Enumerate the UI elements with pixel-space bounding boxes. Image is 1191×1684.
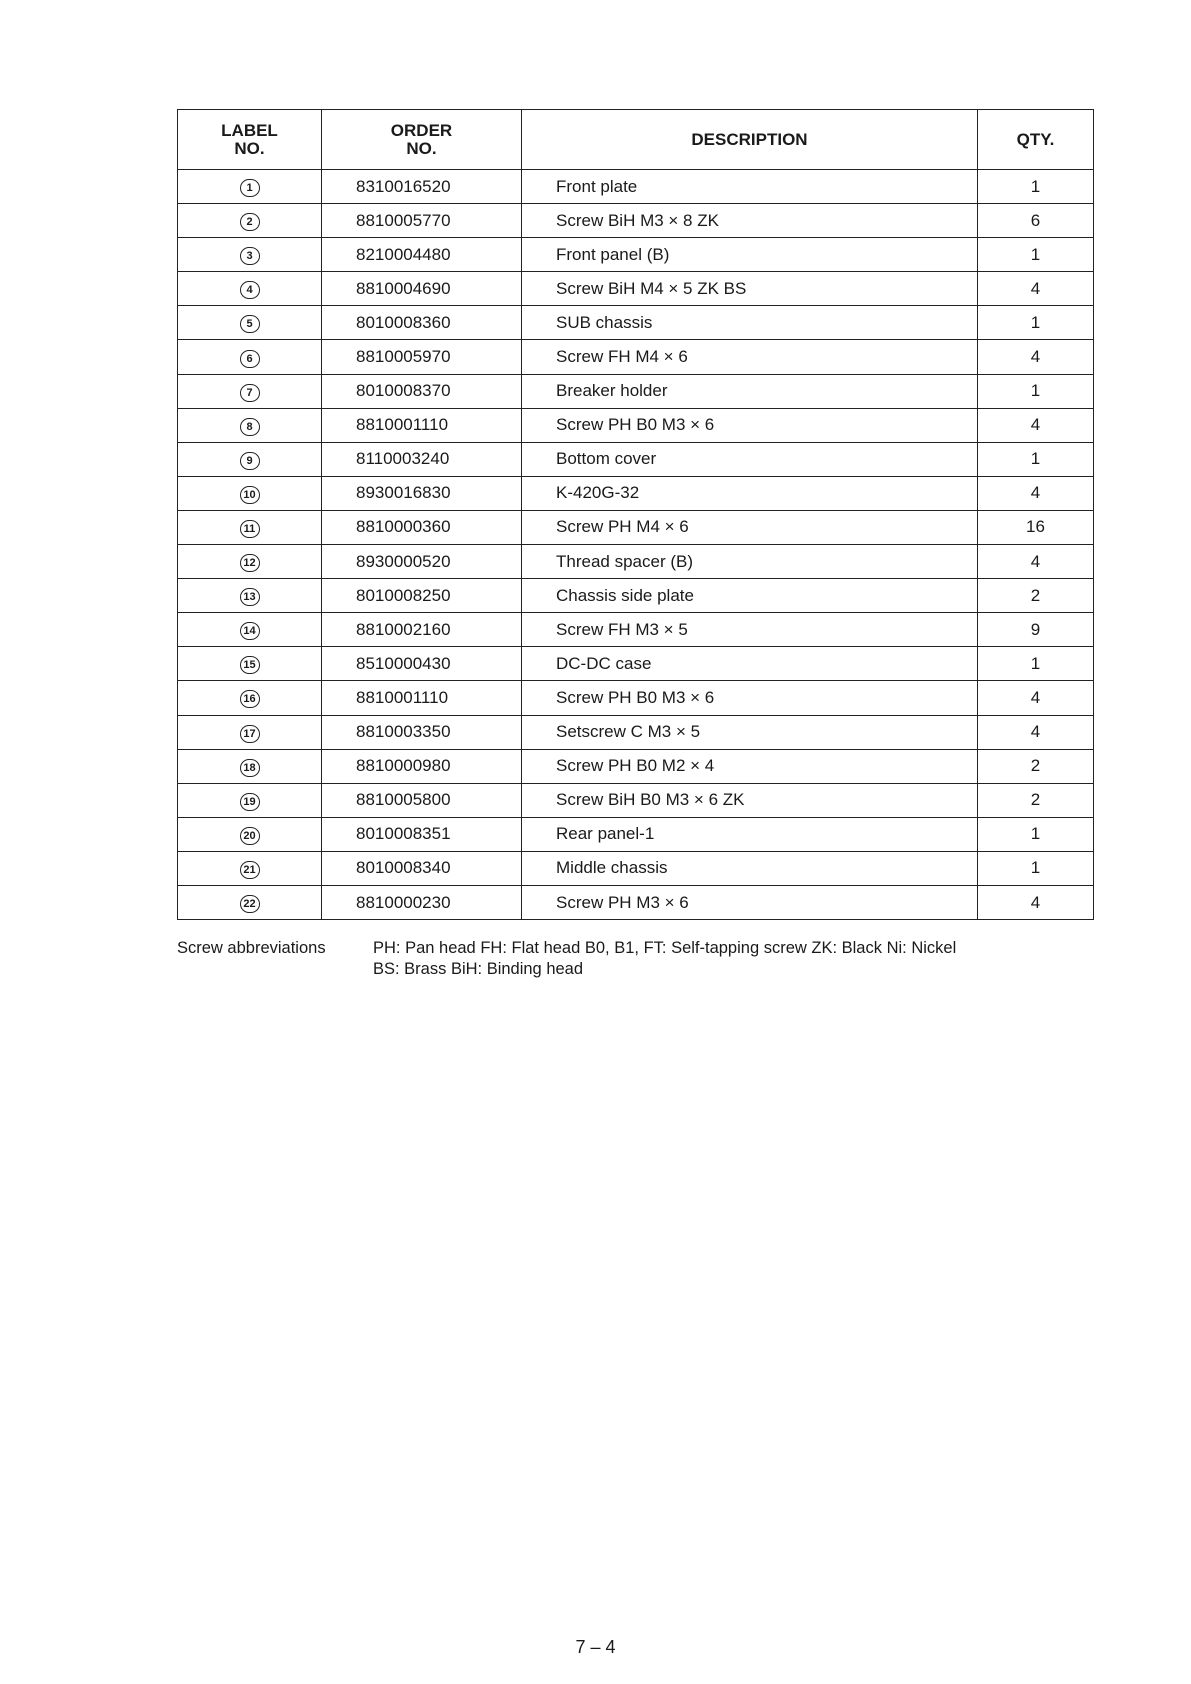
order-no-text: 8810001110 bbox=[356, 415, 449, 435]
table-row bbox=[178, 272, 1094, 306]
order-no-cell bbox=[322, 306, 522, 340]
label-no-cell bbox=[178, 613, 322, 647]
circled-label-number: 11 bbox=[240, 520, 260, 538]
order-no-text: 8930000520 bbox=[356, 551, 451, 571]
label-header-line2: NO. bbox=[234, 138, 265, 158]
description-text: Screw PH M3 × 6 bbox=[556, 892, 689, 912]
description-cell bbox=[522, 851, 978, 885]
label-no-cell bbox=[178, 579, 322, 613]
circled-label-number: 21 bbox=[240, 861, 260, 879]
qty-cell: 2 bbox=[978, 749, 1094, 783]
description-cell bbox=[522, 442, 978, 476]
circled-label-number: 9 bbox=[240, 452, 260, 470]
description-text: Setscrew C M3 × 5 bbox=[556, 722, 701, 742]
description-text: Screw FH M4 × 6 bbox=[556, 347, 688, 367]
description-text: Screw PH M4 × 6 bbox=[556, 517, 689, 537]
header-row bbox=[178, 110, 1094, 170]
circled-label-number: 10 bbox=[240, 486, 260, 504]
table-row bbox=[178, 579, 1094, 613]
table-row bbox=[178, 783, 1094, 817]
description-text: Breaker holder bbox=[556, 381, 668, 401]
qty-cell: 2 bbox=[978, 579, 1094, 613]
note-line-2: BS: Brass BiH: Binding head bbox=[373, 960, 584, 978]
qty-cell: 2 bbox=[978, 783, 1094, 817]
label-no-cell bbox=[178, 374, 322, 408]
description-cell bbox=[522, 715, 978, 749]
order-no-cell bbox=[322, 476, 522, 510]
label-no-cell bbox=[178, 306, 322, 340]
description-cell bbox=[522, 783, 978, 817]
description-text: Middle chassis bbox=[556, 858, 668, 878]
note-label: Screw abbreviations bbox=[177, 939, 326, 957]
table-body bbox=[178, 170, 1094, 920]
description-cell bbox=[522, 204, 978, 238]
order-no-text: 8810002160 bbox=[356, 619, 451, 639]
description-cell bbox=[522, 545, 978, 579]
order-no-cell bbox=[322, 749, 522, 783]
qty-cell: 1 bbox=[978, 306, 1094, 340]
label-no-cell bbox=[178, 715, 322, 749]
label-no-cell bbox=[178, 510, 322, 544]
order-no-text: 8810004690 bbox=[356, 278, 451, 298]
label-no-cell bbox=[178, 476, 322, 510]
qty-cell: 16 bbox=[978, 510, 1094, 544]
order-no-cell bbox=[322, 817, 522, 851]
description-cell bbox=[522, 238, 978, 272]
table-row bbox=[178, 340, 1094, 374]
circled-label-number: 8 bbox=[240, 418, 260, 436]
circled-label-number: 6 bbox=[240, 350, 260, 368]
label-no-cell bbox=[178, 817, 322, 851]
qty-cell: 1 bbox=[978, 238, 1094, 272]
page-number: 7 – 4 bbox=[575, 1637, 616, 1657]
order-no-cell bbox=[322, 647, 522, 681]
description-text: DC-DC case bbox=[556, 653, 652, 673]
order-no-cell bbox=[322, 783, 522, 817]
table-row bbox=[178, 374, 1094, 408]
label-no-cell bbox=[178, 272, 322, 306]
circled-label-number: 12 bbox=[240, 554, 260, 572]
label-no-cell bbox=[178, 647, 322, 681]
order-no-text: 8010008340 bbox=[356, 858, 451, 878]
qty-cell: 1 bbox=[978, 442, 1094, 476]
table-row bbox=[178, 749, 1094, 783]
table-row bbox=[178, 442, 1094, 476]
description-cell bbox=[522, 885, 978, 919]
qty-cell: 4 bbox=[978, 545, 1094, 579]
table-row bbox=[178, 885, 1094, 919]
order-no-text: 8010008250 bbox=[356, 585, 451, 605]
circled-label-number: 18 bbox=[240, 759, 260, 777]
description-cell bbox=[522, 681, 978, 715]
order-no-text: 8810000230 bbox=[356, 892, 451, 912]
description-text: Screw BiH M3 × 8 ZK bbox=[556, 210, 719, 230]
note-line-1: PH: Pan head FH: Flat head B0, B1, FT: Self-tapping screw ZK: Black Ni: Nickel bbox=[373, 939, 957, 957]
order-no-cell bbox=[322, 885, 522, 919]
order-no-cell bbox=[322, 579, 522, 613]
table-header bbox=[178, 110, 1094, 170]
description-cell bbox=[522, 647, 978, 681]
circled-label-number: 15 bbox=[240, 656, 260, 674]
description-text: Screw BiH B0 M3 × 6 ZK bbox=[556, 790, 745, 810]
description-cell bbox=[522, 749, 978, 783]
qty-cell: 4 bbox=[978, 340, 1094, 374]
order-no-header bbox=[322, 110, 522, 170]
description-text: Screw PH B0 M3 × 6 bbox=[556, 687, 715, 707]
description-text: Thread spacer (B) bbox=[556, 551, 693, 571]
circled-label-number: 19 bbox=[240, 793, 260, 811]
label-no-cell bbox=[178, 204, 322, 238]
parts-table bbox=[177, 109, 1094, 920]
order-no-text: 8110003240 bbox=[356, 449, 450, 469]
circled-label-number: 1 bbox=[240, 179, 260, 197]
table-row bbox=[178, 613, 1094, 647]
order-no-cell bbox=[322, 204, 522, 238]
description-cell bbox=[522, 170, 978, 204]
table-row bbox=[178, 204, 1094, 238]
qty-cell: 1 bbox=[978, 647, 1094, 681]
table-row bbox=[178, 851, 1094, 885]
order-header-line2: NO. bbox=[406, 138, 437, 158]
description-header: DESCRIPTION bbox=[522, 110, 978, 170]
circled-label-number: 4 bbox=[240, 281, 260, 299]
qty-cell: 1 bbox=[978, 374, 1094, 408]
order-no-cell bbox=[322, 272, 522, 306]
description-cell bbox=[522, 340, 978, 374]
circled-label-number: 3 bbox=[240, 247, 260, 265]
description-text: SUB chassis bbox=[556, 312, 653, 332]
description-cell bbox=[522, 306, 978, 340]
order-no-text: 8930016830 bbox=[356, 483, 451, 503]
description-text: Screw PH B0 M3 × 6 bbox=[556, 415, 715, 435]
order-no-text: 8310016520 bbox=[356, 176, 451, 196]
order-no-text: 8810001110 bbox=[356, 687, 449, 707]
description-text: Rear panel-1 bbox=[556, 824, 655, 844]
label-no-cell bbox=[178, 408, 322, 442]
order-no-cell bbox=[322, 442, 522, 476]
circled-label-number: 17 bbox=[240, 725, 260, 743]
description-cell bbox=[522, 408, 978, 442]
qty-cell: 4 bbox=[978, 476, 1094, 510]
table-row bbox=[178, 715, 1094, 749]
circled-label-number: 2 bbox=[240, 213, 260, 231]
description-cell bbox=[522, 510, 978, 544]
order-header-line1: ORDER bbox=[390, 120, 453, 140]
order-no-cell bbox=[322, 408, 522, 442]
description-cell bbox=[522, 476, 978, 510]
circled-label-number: 20 bbox=[240, 827, 260, 845]
description-text: Chassis side plate bbox=[556, 585, 694, 605]
table-row bbox=[178, 170, 1094, 204]
order-no-text: 8810005770 bbox=[356, 210, 451, 230]
table-row bbox=[178, 306, 1094, 340]
order-no-cell bbox=[322, 238, 522, 272]
description-text: Screw BiH M4 × 5 ZK BS bbox=[556, 278, 747, 298]
order-no-text: 8810005970 bbox=[356, 347, 451, 367]
order-no-cell bbox=[322, 613, 522, 647]
label-no-cell bbox=[178, 681, 322, 715]
order-no-text: 8810005800 bbox=[356, 790, 451, 810]
qty-cell: 4 bbox=[978, 681, 1094, 715]
order-no-cell bbox=[322, 851, 522, 885]
note-text bbox=[373, 938, 956, 980]
circled-label-number: 7 bbox=[240, 384, 260, 402]
order-no-text: 8810000360 bbox=[356, 517, 451, 537]
order-no-text: 8510000430 bbox=[356, 653, 451, 673]
description-text: Front panel (B) bbox=[556, 244, 670, 264]
label-no-cell bbox=[178, 442, 322, 476]
circled-label-number: 16 bbox=[240, 690, 260, 708]
label-no-cell bbox=[178, 885, 322, 919]
table-row bbox=[178, 545, 1094, 579]
label-no-cell bbox=[178, 340, 322, 374]
order-no-cell bbox=[322, 681, 522, 715]
qty-cell: 1 bbox=[978, 851, 1094, 885]
table-row bbox=[178, 817, 1094, 851]
order-no-text: 8810000980 bbox=[356, 756, 451, 776]
circled-label-number: 5 bbox=[240, 315, 260, 333]
qty-cell: 4 bbox=[978, 885, 1094, 919]
order-no-text: 8010008360 bbox=[356, 312, 451, 332]
table-row bbox=[178, 408, 1094, 442]
label-no-cell bbox=[178, 851, 322, 885]
description-text: Front plate bbox=[556, 176, 638, 196]
description-cell bbox=[522, 579, 978, 613]
label-header-line1: LABEL bbox=[221, 120, 278, 140]
circled-label-number: 13 bbox=[240, 588, 260, 606]
label-no-cell bbox=[178, 749, 322, 783]
table-row bbox=[178, 647, 1094, 681]
circled-label-number: 14 bbox=[240, 622, 260, 640]
qty-cell: 1 bbox=[978, 170, 1094, 204]
order-no-cell bbox=[322, 545, 522, 579]
qty-cell: 4 bbox=[978, 408, 1094, 442]
table-row bbox=[178, 681, 1094, 715]
table-row bbox=[178, 476, 1094, 510]
order-no-text: 8010008370 bbox=[356, 381, 451, 401]
label-no-cell bbox=[178, 783, 322, 817]
qty-cell: 9 bbox=[978, 613, 1094, 647]
table-row bbox=[178, 238, 1094, 272]
qty-cell: 6 bbox=[978, 204, 1094, 238]
label-no-header bbox=[178, 110, 322, 170]
order-no-cell bbox=[322, 374, 522, 408]
qty-cell: 1 bbox=[978, 817, 1094, 851]
qty-cell: 4 bbox=[978, 715, 1094, 749]
label-no-cell bbox=[178, 238, 322, 272]
description-text: Bottom cover bbox=[556, 449, 657, 469]
description-text: K-420G-32 bbox=[556, 483, 640, 503]
description-text: Screw PH B0 M2 × 4 bbox=[556, 756, 715, 776]
order-no-cell bbox=[322, 510, 522, 544]
description-cell bbox=[522, 613, 978, 647]
order-no-text: 8010008351 bbox=[356, 824, 451, 844]
description-cell bbox=[522, 374, 978, 408]
order-no-text: 8810003350 bbox=[356, 722, 451, 742]
order-no-cell bbox=[322, 715, 522, 749]
qty-cell: 4 bbox=[978, 272, 1094, 306]
table-row bbox=[178, 510, 1094, 544]
label-no-cell bbox=[178, 545, 322, 579]
order-no-cell bbox=[322, 170, 522, 204]
description-cell bbox=[522, 272, 978, 306]
description-text: Screw FH M3 × 5 bbox=[556, 619, 688, 639]
description-cell bbox=[522, 817, 978, 851]
qty-header: QTY. bbox=[978, 110, 1094, 170]
label-no-cell bbox=[178, 170, 322, 204]
circled-label-number: 22 bbox=[240, 895, 260, 913]
order-no-text: 8210004480 bbox=[356, 244, 451, 264]
order-no-cell bbox=[322, 340, 522, 374]
